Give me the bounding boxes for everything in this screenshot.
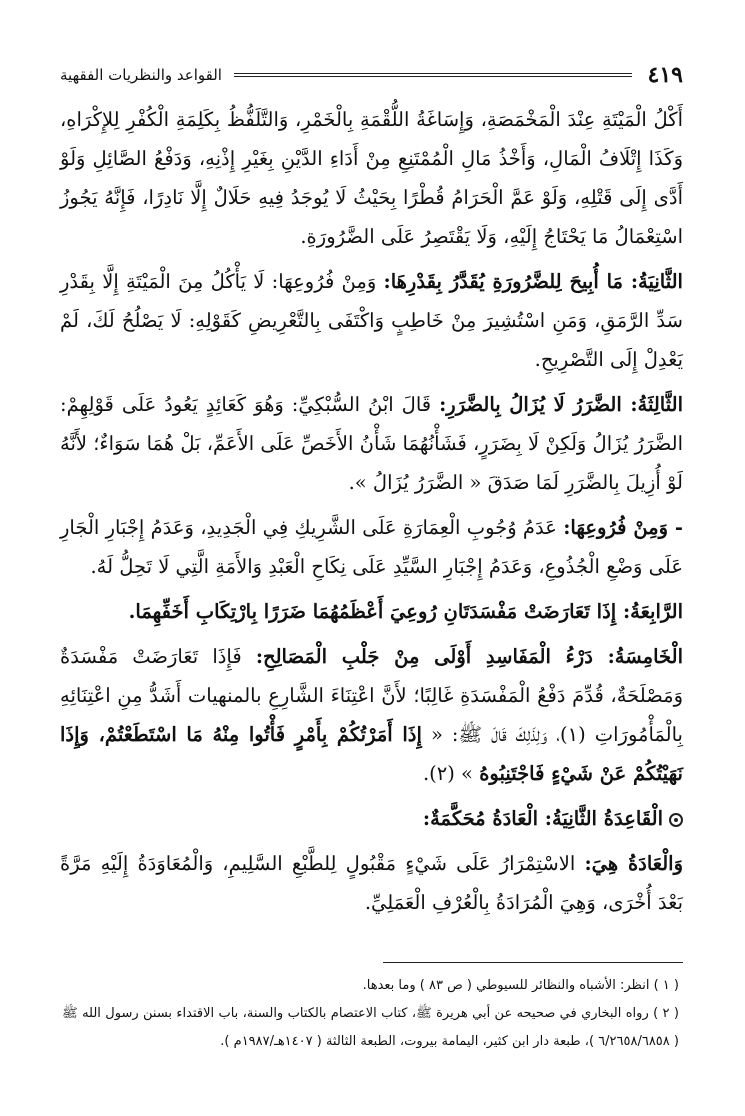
paragraph-2 (60, 262, 683, 379)
rule-heading-2: الثَّانِيَةُ: مَا أُبِيحَ لِلضَّرُورَةِ يُقَدَّرُ بِقَدْرِهَا: (383, 270, 683, 293)
rule-heading-5: الْخَامِسَةُ: دَرْءُ الْمَفَاسِدِ أَوْلَى مِنْ جَلْبِ الْمَصَالِحِ: (255, 645, 683, 668)
paragraph-1: أَكْلُ الْمَيْتَةِ عِنْدَ الْمَخْمَصَةِ، وَإِسَاغَةُ اللُّقْمَةِ بِالْخَمْرِ، وَالتَّلَفُّظُ بِكَلِمَةِ الْكُفْرِ لِلإِكْرَاهِ، وَكَذَا إِتْلَافُ الْمَالِ، وَأَخْذُ مَالِ الْمُمْتَنِعِ مِنْ أَدَاءِ الدَّيْنِ بِغَيْرِ إِذْنِهِ، وَدَفْعُ الصَّائِلِ وَلَوْ أَدَّى إِلَى قَتْلِهِ، وَلَوْ عَمَّ الْحَرَامُ قُطْرًا بِحَيْثُ لَا يُوجَدُ فِيهِ حَلَالٌ إِلَّا نَادِرًا، فَإِنَّهُ يَجُوزُ اسْتِعْمَالُ مَا يَحْتَاجُ إِلَيْهِ، وَلَا يَقْتَصِرُ عَلَى الضَّرُورَةِ. (60, 108, 683, 248)
second-rule-heading: الْقَاعِدَةُ الثَّانِيَةُ: الْعَادَةُ مُحَكَّمَةٌ: (422, 807, 663, 830)
branches-heading: - وَمِنْ فُرُوعِهَا: (563, 516, 684, 539)
flower-ornament-icon (669, 813, 683, 827)
paragraph-7 (60, 844, 683, 922)
paragraph-2-text: وَمِنْ فُرُوعِهَا: لَا يَأْكُلُ مِنَ الْمَيْتَةِ إِلَّا بِقَدْرِ سَدِّ الرَّمَقِ، وَمَنِ اسْتُشِيرَ مِنْ خَاطِبٍ وَاكْتَفَى بِالتَّعْرِيضِ كَقَوْلِهِ: لَا يَصْلُحُ لَكَ، لَمْ يَعْدِلْ إِلَى التَّصْرِيحِ. (60, 270, 683, 371)
paragraph-4 (60, 508, 683, 586)
page-number: ٤١٩ (647, 62, 683, 88)
paragraph-5 (60, 592, 683, 631)
paragraph-3 (60, 385, 683, 502)
header-rule (234, 73, 632, 77)
paragraph-4-text: عَدَمُ وُجُوبِ الْعِمَارَةِ عَلَى الشَّرِيكِ فِي الْجَدِيدِ، وَعَدَمُ إِجْبَارِ الْجَارِ عَلَى وَضْعِ الْجُذُوعِ، وَعَدَمُ إِجْبَارِ السَّيِّدِ عَلَى نِكَاحِ الْعَبْدِ وَالأَمَةِ الَّتِي لَا تَحِلُّ لَهُ. (60, 516, 683, 578)
second-rule-title (60, 799, 683, 838)
running-title: القواعد والنظريات الفقهية (60, 66, 222, 84)
footnote-1: ( ١ ) انظر: الأشباه والنظائر للسيوطي ( ص ٨٣ ) وما بعدها. (362, 978, 679, 993)
paragraph-6-text-b: » (٢). (422, 762, 473, 785)
paragraph-6-text-a: فَإِذَا تَعَارَضَتْ مَفْسَدَةٌ وَمَصْلَحَةٌ، قُدِّمَ دَفْعُ الْمَفْسَدَةِ غَالِبًا؛ لأَنَّ اعْتِنَاءَ الشَّارِعِ بالمنهيات أَشَدُّ مِنِ اعْتِنَائِهِ بِالْمَأْمُورَاتِ (١)، وَلِذَلِكَ قَالَ ﷺ: « (60, 645, 683, 746)
paragraph-7-text: الاسْتِمْرَارُ عَلَى شَيْءٍ مَقْبُولٍ لِلطَّبْعِ السَّلِيمِ، وَالْمُعَاوَدَةُ إِلَيْهِ مَرَّةً بَعْدَ أُخْرَى، وَهِيَ الْمُرَادَةُ بِالْعُرْفِ الْعَمَلِيِّ. (60, 852, 683, 914)
running-header (60, 60, 683, 90)
footnote-divider (383, 962, 683, 963)
footnotes (62, 972, 679, 1056)
definition-heading: وَالْعَادَةُ هِيَ: (584, 852, 683, 875)
rule-heading-4: الرَّابِعَةُ: إِذَا تَعَارَضَتْ مَفْسَدَتَانِ رُوعِيَ أَعْظَمُهُمَا ضَرَرًا بِارْتِكَابِ أَخَفِّهِمَا. (128, 600, 683, 623)
paragraph-6 (60, 637, 683, 793)
paragraph-3-text: قَالَ ابْنُ السُّبْكِيِّ: وَهُوَ كَعَائِدٍ يَعُودُ عَلَى قَوْلِهِمْ: الضَّرَرُ يُزَالُ وَلَكِنْ لَا بِضَرَرٍ، فَشَأْنُهُمَا شَأْنُ الأَخَصِّ عَلَى الأَعَمِّ، بَلْ هُمَا سَوَاءٌ؛ لأَنَّهُ لَوْ أُزِيلَ بِالضَّرَرِ لَمَا صَدَقَ « الضَّرَرُ يُزَالُ ». (60, 393, 683, 494)
footnote-2: ( ٢ ) رواه البخاري في صحيحه عن أبي هريرة ﷺ، كتاب الاعتصام بالكتاب والسنة، باب الاقتداء بسنن رسول الله ﷺ ( ٦/٢٦٥٨/٦٨٥٨ )، طبعة دار ابن كثير، اليمامة بيروت، الطبعة الثالثة ( ١٤٠٧هـ/١٩٨٧م ). (62, 1006, 679, 1049)
hadith-quote: إِذَا أَمَرْتُكُمْ بِأَمْرٍ فَأْتُوا مِنْهُ مَا اسْتَطَعْتُمْ، وَإِذَا نَهَيْتُكُمْ عَنْ شَيْءٍ فَاجْتَنِبُوهُ (60, 723, 683, 785)
rule-heading-3: الثَّالِثَةُ: الضَّرَرُ لَا يُزَالُ بِالضَّرَرِ: (439, 393, 683, 416)
main-text (60, 100, 683, 922)
